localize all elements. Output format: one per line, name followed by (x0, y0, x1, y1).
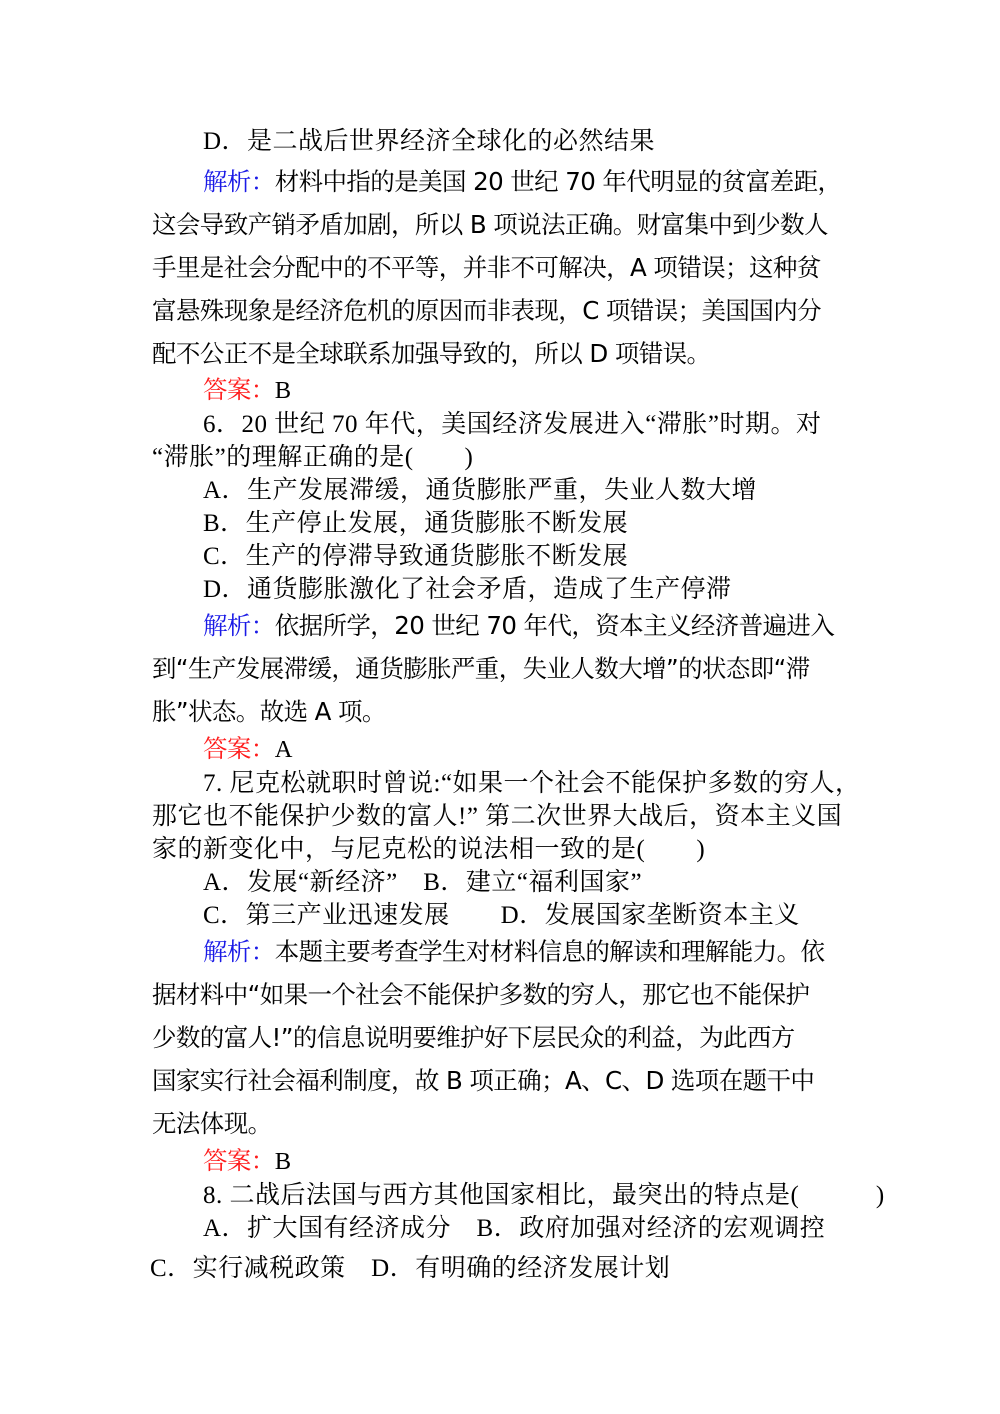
answer-value: B (274, 377, 291, 404)
answer-label: 答案： (203, 375, 275, 404)
q7-stem-line: 7. 尼克松就职时曾说:“如果一个社会不能保护多数的穷人， (203, 770, 861, 797)
analysis-label: 解析： (203, 611, 275, 640)
q8-options-row: A．扩大国有经济成分 B．政府加强对经济的宏观调控 (203, 1215, 826, 1242)
q6-option-a: A．生产发展滞缓，通货膨胀严重，失业人数大增 (203, 477, 758, 504)
q6-analysis-line: 到“生产发展滞缓，通货膨胀严重，失业人数大增”的状态即“滞 (152, 654, 810, 683)
q7-options-row: A．发展“新经济” B．建立“福利国家” (203, 869, 643, 896)
q7-analysis-first-line (203, 933, 824, 968)
q7-analysis-line: 国家实行社会福利制度，故 B 项正确；A、C、D 选项在题干中 (152, 1066, 815, 1095)
analysis-text: 依据所学，20 世纪 70 年代，资本主义经济普遍进入 (274, 611, 835, 640)
q6-answer (203, 730, 292, 765)
answer-label: 答案： (203, 734, 275, 763)
q6-analysis-first-line (203, 607, 834, 642)
q6-option-d: D．通货膨胀激化了社会矛盾，造成了生产停滞 (203, 576, 732, 603)
q6-option-b: B．生产停止发展，通货膨胀不断发展 (203, 510, 629, 537)
q5-analysis-line: 手里是社会分配中的不平等，并非不可解决，A 项错误；这种贫 (152, 253, 821, 282)
q6-stem-line: 6．20 世纪 70 年代，美国经济发展进入“滞胀”时期。对 (203, 411, 822, 438)
q5-analysis-line: 配不公正不是全球联系加强导致的，所以 D 项错误。 (152, 339, 711, 368)
analysis-text: 材料中指的是美国 20 世纪 70 年代明显的贫富差距， (274, 167, 842, 196)
q5-analysis-line: 富悬殊现象是经济危机的原因而非表现，C 项错误；美国国内分 (152, 296, 821, 325)
q5-option-d: D．是二战后世界经济全球化的必然结果 (203, 128, 656, 155)
q5-analysis-line: 这会导致产销矛盾加剧，所以 B 项说法正确。财富集中到少数人 (152, 210, 828, 239)
q8-options-row: C．实行减税政策 D．有明确的经济发展计划 (150, 1255, 671, 1282)
q6-stem-line: “滞胀”的理解正确的是( ) (152, 444, 474, 471)
analysis-text: 本题主要考查学生对材料信息的解读和理解能力。依 (274, 937, 825, 966)
q7-analysis-line: 少数的富人!”的信息说明要维护好下层民众的利益，为此西方 (152, 1023, 795, 1052)
answer-label: 答案： (203, 1146, 275, 1175)
q6-option-c: C．生产的停滞导致通货膨胀不断发展 (203, 543, 629, 570)
q8-stem: 8. 二战后法国与西方其他国家相比，最突出的特点是( ) (203, 1182, 885, 1209)
answer-value: A (274, 736, 292, 763)
q5-answer (203, 371, 290, 406)
q7-options-row: C．第三产业迅速发展 D．发展国家垄断资本主义 (203, 902, 800, 929)
answer-value: B (274, 1148, 291, 1175)
q7-stem-line: 家的新变化中，与尼克松的说法相一致的是( ) (152, 836, 706, 863)
q6-analysis-line: 胀”状态。故选 A 项。 (152, 697, 386, 726)
q7-stem-line: 那它也不能保护少数的富人!” 第二次世界大战后，资本主义国 (152, 803, 843, 830)
analysis-label: 解析： (203, 167, 275, 196)
q7-answer (203, 1142, 290, 1177)
analysis-label: 解析： (203, 937, 275, 966)
q5-analysis-first-line (203, 163, 841, 198)
q7-analysis-line: 无法体现。 (152, 1109, 272, 1138)
q7-analysis-line: 据材料中“如果一个社会不能保护多数的穷人，那它也不能保护 (152, 980, 810, 1009)
